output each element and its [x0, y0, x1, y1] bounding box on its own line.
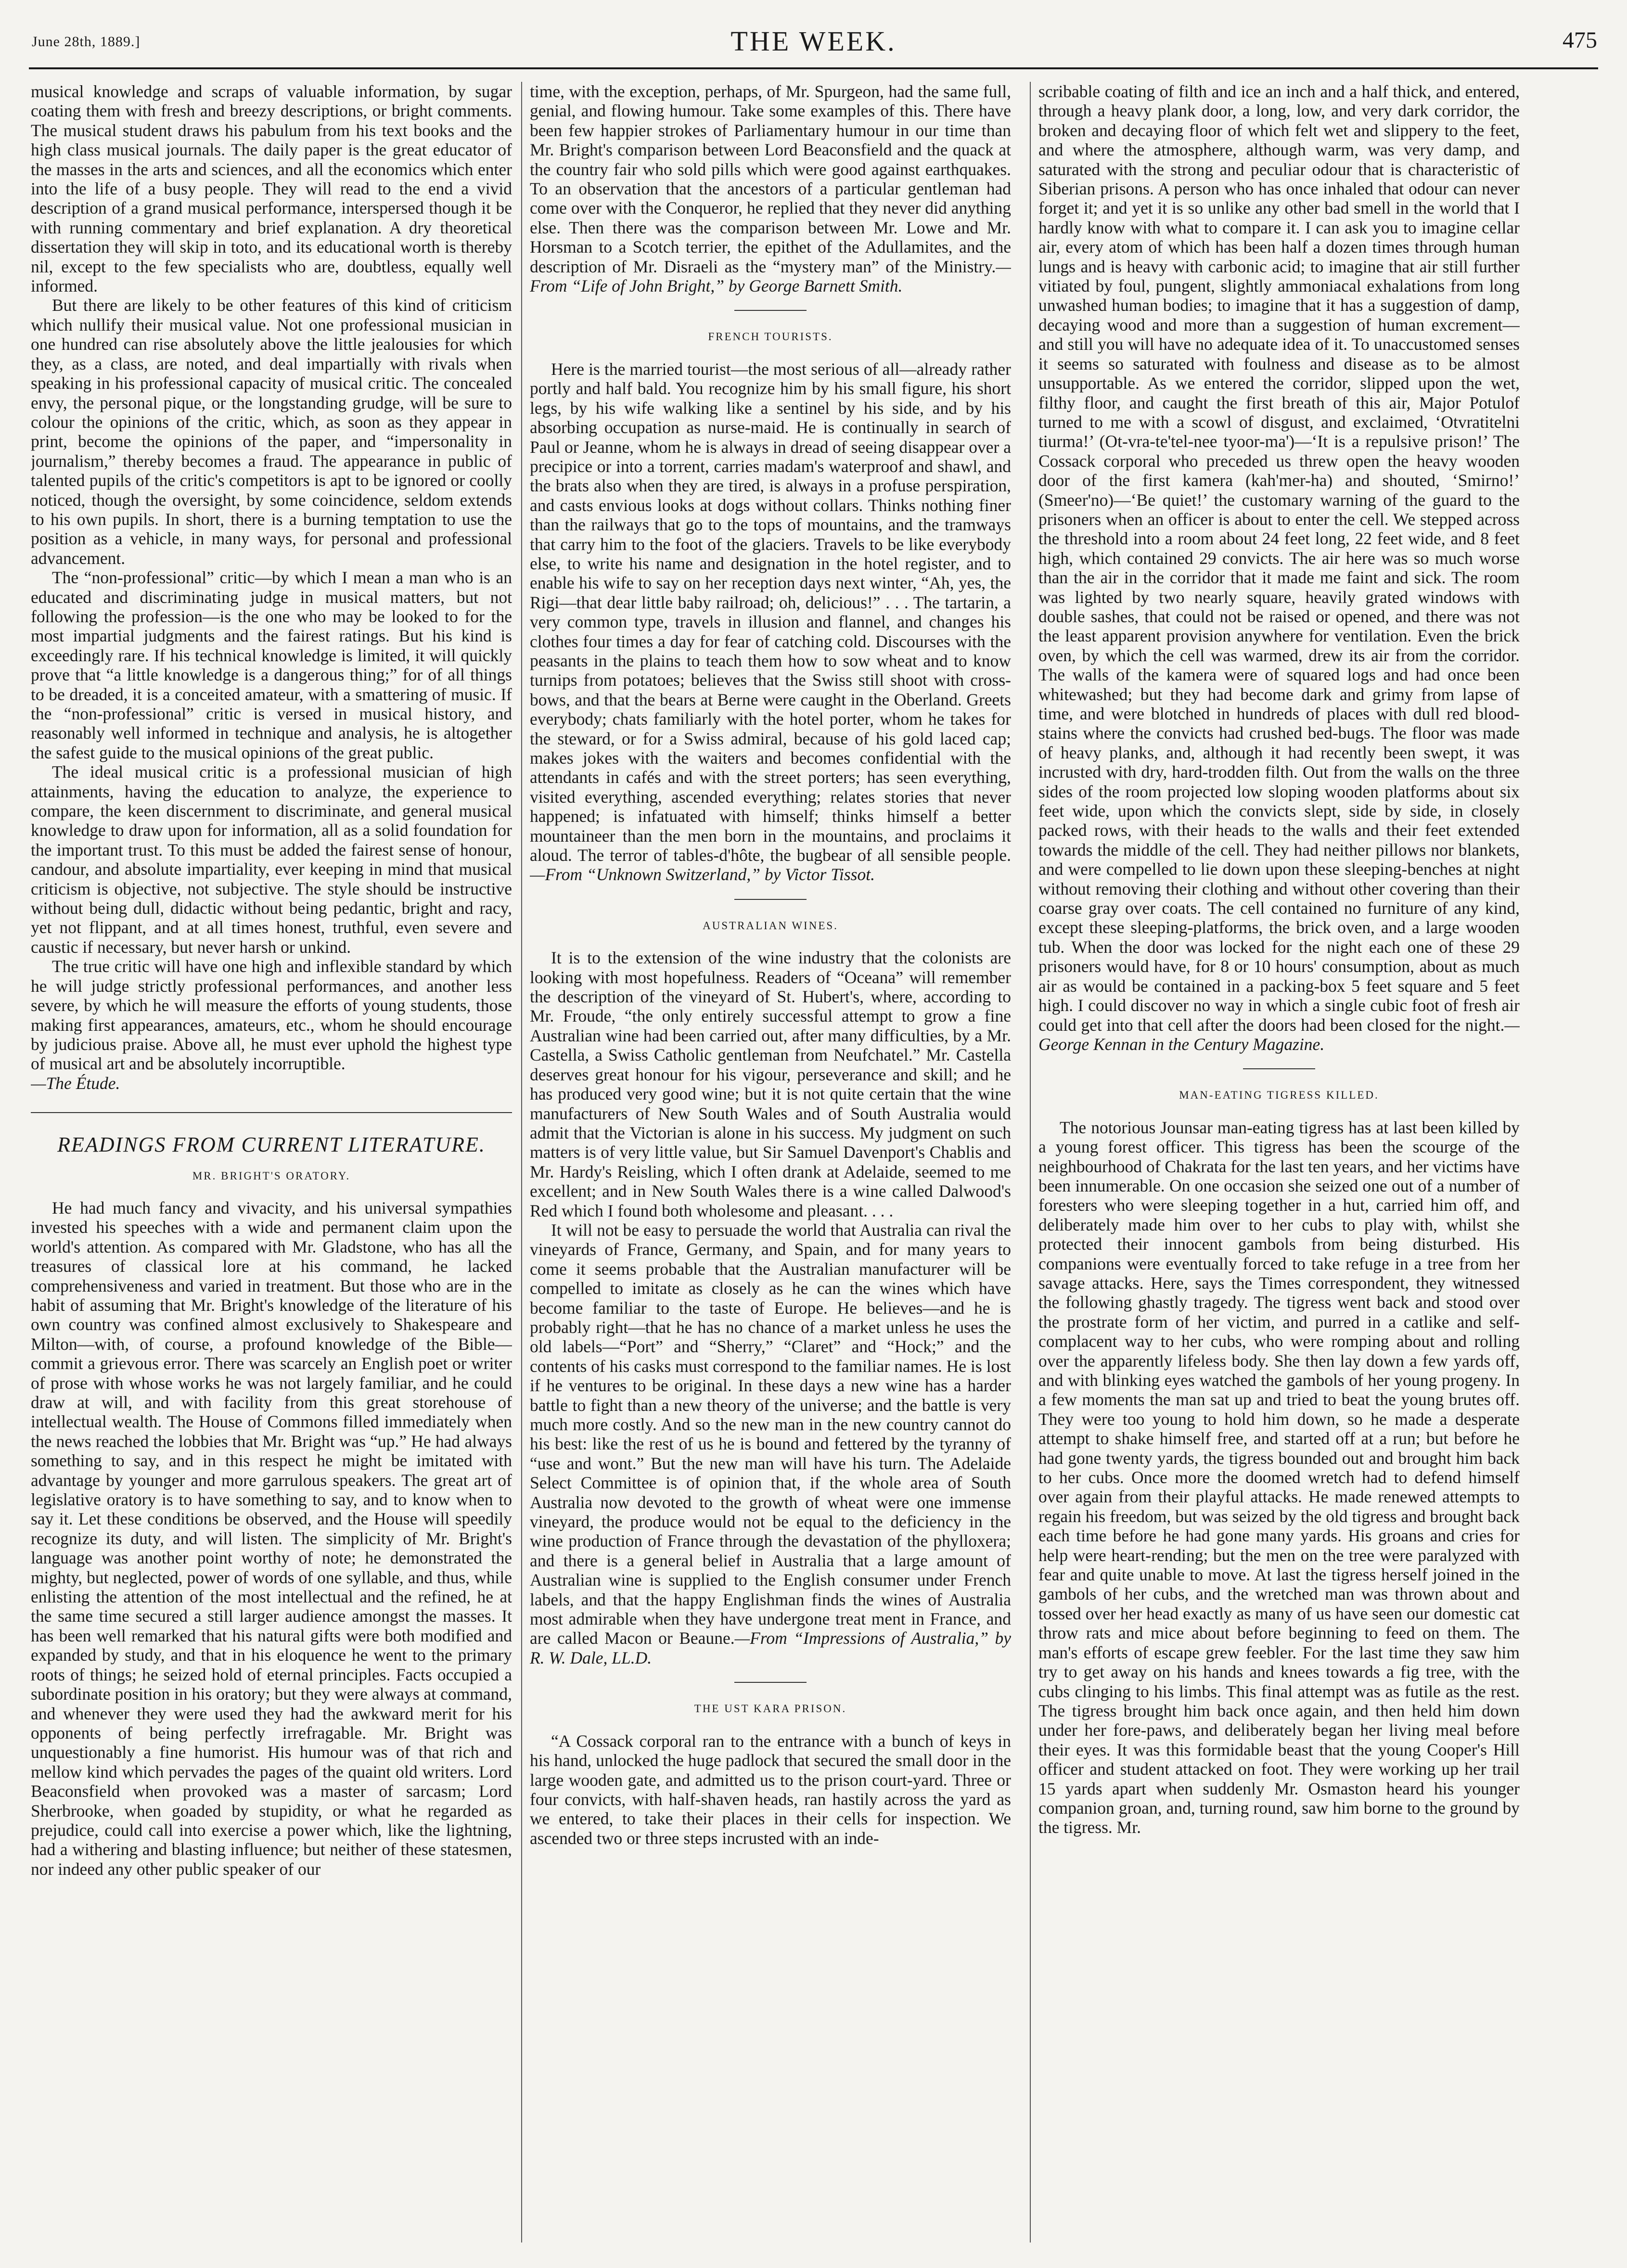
section-heading: READINGS FROM CURRENT LITERATURE. [57, 1133, 486, 1157]
masthead [0, 0, 1627, 67]
column-1 [31, 82, 512, 2247]
article-rule [734, 310, 807, 311]
article-paragraph: The “non-professional” critic—by which I mean a man who is an educated and discriminating judge in musical matters, but not following the profession—is the one who may be looked to for the most impartial judgments and the fairest ratings. But his kind is exceedingly rare. If his technical knowledge is limited, it will quickly prove that “a little knowledge is a dangerous thing;” for of all things to be dreaded, it is a conceited amateur, with a smattering of music. If the “non-professional” critic is versed in musical history, and reasonably well informed in technique and analysis, he is altogether the safest guide to the musical opinions of the great public. [31, 568, 512, 762]
article-paragraph [31, 957, 512, 1093]
article-rule [1243, 1068, 1315, 1069]
paragraph-text: The true critic will have one high and inflexible standard by which he will judge strictly professional performances, and another less severe, by which he will measure the efforts of young students, those making first appearances, amateurs, etc., whom he should encourage by judicious praise. Above all, he must ever uphold the highest type of musical art and be absolutely incorruptible. [31, 957, 512, 1074]
article-paragraph [1038, 82, 1520, 1054]
column-3 [1038, 82, 1520, 2247]
article-attribution: —George Kennan in the Century Magazine. [1038, 1015, 1520, 1054]
section-rule [31, 1112, 512, 1113]
article-rule [734, 1682, 807, 1683]
article-paragraph [530, 82, 1011, 295]
paragraph-text: scribable coating of filth and ice an inch and a half thick, and entered, through a heavy plank door, a long, low, and very dark corridor, the broken and decaying floor of which felt wet and slippery to the feet, and where the atmosphere, although warm, was very damp, and saturated with the strong and peculiar odour that is characteristic of Siberian prisons. A person who has once inhaled that odour can never forget it; and yet it is so unlike any other bad smell in the world that I hardly know with what to compare it. I can ask you to imagine cellar air, every atom of which has been half a dozen times through human lungs and is heavy with carbonic acid; to imagine that air still further vitiated by foul, pungent, slightly ammoniacal exhalations from long unwashed human bodies; to imagine that it has a suggestion of damp, decaying wood and more than a suggestion of human excrement—and still you will have no adequate idea of it. To unaccustomed senses it seems so saturated with foulness and disease as to be almost unsupportable. As we entered the corridor, slipped upon the wet, filthy floor, and caught the first breath of this air, Major Potulof turned to me with a scowl of disgust, and exclaimed, ‘Otvratitelni tiurma!’ (Ot-vra-te'tel-nee tyoor-ma')—‘It is a repulsive prison!’ The Cossack corporal who preceded us threw open the heavy wooden door of the first kamera (kah'mer-ha) and shouted, ‘Smirno!’ (Smeer'no)—‘Be quiet!’ the customary warning of the guard to the prisoners when an officer is about to enter the cell. We stepped across the threshold into a room about 24 feet long, 22 feet wide, and 8 feet high, which contained 29 convicts. The air here was so much worse than the air in the corridor that it made me faint and sick. The room was lighted by two nearly square, heavily grated windows with double sashes, that could not be raised or opened, and there was not the least apparent provision anywhere for ventilation. Even the brick oven, by which the cell was warmed, drew its air from the corridor. The walls of the kamera were of squared logs and had once been whitewashed; but they had become dark and grimy from lapse of time, and were blotched in hundreds of places with dull red blood-stains where the convicts had crushed bed-bugs. The floor was made of heavy planks, and, although it had recently been swept, it was incrusted with dry, hard-trodden filth. Out from the walls on the three sides of the room projected low sloping wooden platforms about six feet wide, upon which the convicts slept, side by side, in closely packed rows, with their heads to the walls and their feet extended towards the middle of the cell. They had neither pillows nor blankets, and were compelled to lie down upon these sleeping-benches at night without removing their clothing and without other covering than their coarse gray over coats. The cell contained no furniture of any kind, except these sleeping-platforms, the brick oven, and a large wooden tub. When the door was locked for the night each one of these 29 prisoners would have, for 8 or 10 hours' consumption, about as much air as would be contained in a packing-box 5 feet square and 5 feet high. I could discover no way in which a single cubic foot of fresh air could get into that cell after the doors had been closed for the night. [1038, 82, 1520, 1035]
paragraph-text: Here is the married tourist—the most serious of all—already rather portly and half bald. You recognize him by his small figure, his short legs, by his wife walking like a sentinel by his side, and by his absorbing occupation as nurse-maid. He is continually in search of Paul or Jeanne, whom he is always in dread of seeing disappear over a precipice or into a torrent, carries madam's waterproof and shawl, and the brats also when they are tired, is always in a profuse perspiration, and casts envious looks at dogs without collars. Thinks nothing finer than the railways that go to the tops of mountains, and the tramways that carry him to the foot of the glaciers. Travels to be like everybody else, to write his name and designation in the hotel register, and to enable his wife to say on her reception days next winter, “Ah, yes, the Rigi—that dear little baby railroad; oh, delicious!” . . . The tartarin, a very common type, travels in illusion and flannel, and changes his clothes four times a day for fear of catching cold. Discourses with the peasants in the plains to teach them how to sow wheat and to know turnips from potatoes; believes that the Swiss still shoot with cross-bows, and that the bears at Berne were caught in the Oberland. Greets everybody; chats familiarly with the hotel porter, whom he takes for the steward, or for a Swiss admiral, because of his gold laced cap; makes jokes with the waiters and becomes confidential with the attendants in cafés and with the street porters; has seen everything, visited everything, ascended everything; relates stories that never happened; is infatuated with himself; thinks himself a better mountaineer than the men born in the mountains, and proclaims it aloud. The terror of tables-d'hôte, the bugbear of all sensible people. [530, 359, 1011, 865]
article-paragraph: musical knowledge and scraps of valuable information, by sugar coating them with fresh and breezy descriptions, or bright comments. The musical student draws his pabulum from his text books and the high class musical journals. The daily paper is the great educator of the masses in the arts and sciences, and all the economics which enter into the life of a busy people. They will read to the end a vivid description of a grand musical performance, interspersed though it be with running commentary and brief explanation. A dry theoretical dissertation they will skip in toto, and its educational worth is thereby nil, except to the few specialists who are, doubtless, equally well informed. [31, 82, 512, 296]
issue-date: June 28th, 1889.] [32, 34, 141, 50]
column-divider [1030, 82, 1031, 2242]
article-paragraph [530, 1220, 1011, 1667]
article-attribution: —The Étude. [31, 1073, 120, 1093]
article-heading: MAN-EATING TIGRESS KILLED. [1179, 1089, 1379, 1102]
article-paragraph [530, 359, 1011, 884]
article-heading: AUSTRALIAN WINES. [703, 919, 838, 932]
page-number: 475 [1563, 27, 1597, 53]
publication-title: THE WEEK. [730, 26, 897, 57]
article-heading: THE UST KARA PRISON. [694, 1703, 847, 1715]
column-2 [530, 82, 1011, 2247]
paragraph-text: It will not be easy to persuade the world that Australia can rival the vineyards of France, Germany, and Spain, and for many years to come it seems probable that the Australian manufacturer will be compelled to imitate as closely as he can the wines which have become familiar to the taste of Europe. He believes—and he is probably right—that he has no chance of a market unless he uses the old labels—“Port” and “Sherry,” “Claret” and “Hock;” and the contents of his casks must correspond to the familiar names. He is lost if he ventures to be original. In these days a new wine has a harder battle to fight than a new theory of the universe; and the battle is very much more costly. And so the new man in the new country cannot do his best: like the rest of us he is bound and fettered by the tyranny of “use and wont.” But the new man will have his turn. The Adelaide Select Committee is of opinion that, if the whole area of South Australia now devoted to the growth of wheat were one immense vineyard, the produce would not be equal to the deficiency in the wine production of France through the devastation of the phylloxera; and there is a general belief in Australia that a large amount of Australian wine is supplied to the English consumer under French labels, and that the happy Englishman finds the wines of Australia most admirable when they have undergone treat ment in France, and are called Macon or Beaune. [530, 1220, 1011, 1648]
article-paragraph: The notorious Jounsar man-eating tigress has at last been killed by a young forest officer. This tigress has been the scourge of the neighbourhood of Chakrata for the last ten years, and her victims have been innumerable. On one occasion she seized one out of a number of foresters who were sleeping together in a hut, carried him off, and deliberately made him over to her cubs to play with, whilst she protected their innocent gambols from being disturbed. His companions were eventually forced to take refuge in a tree from her savage attacks. Here, says the Times correspondent, they witnessed the following ghastly tragedy. The tigress went back and stood over the prostrate form of her victim, and purred in a catlike and self-complacent way to her cubs, who were romping about and rolling over the apparently lifeless body. She then lay down a few yards off, and with blinking eyes watched the gambols of her young progeny. In a few moments the man sat up and tried to beat the young brutes off. They were too young to hold him down, so he made a desperate attempt to shake himself free, and started off at a run; but before he had gone twenty yards, the tigress bounded out and brought him back to her cubs. Once more the doomed wretch had to defend himself over again from their playful attacks. He made renewed attempts to regain his freedom, but was seized by the old tigress and brought back each time before he had gone many yards. His groans and cries for help were heart-rending; but the men on the tree were paralyzed with fear and quite unable to move. At last the tigress herself joined in the gambols of her cubs, and the wretched man was thrown about and tossed over her head exactly as many of us have seen our domestic cat throw rats and mice about before beginning to feed on them. The man's efforts of escape grew feebler. For the last time they saw him try to get away on his hands and knees towards a fig tree, with the cubs clinging to his limbs. This final attempt was as futile as the rest. The tigress brought him back once again, and then held him down under her fore-paws, and deliberately began her living meal before their eyes. It was this formidable beast that the young Cooper's Hill officer and student attacked on foot. They were working up her trail 15 yards apart when suddenly Mr. Osmaston heard his younger companion groan, and, turning round, saw him borne to the ground by the tigress. Mr. [1038, 1117, 1520, 1837]
article-attribution: —From “Unknown Switzerland,” by Victor Tissot. [530, 865, 875, 884]
article-paragraph: But there are likely to be other features of this kind of criticism which nullify their musical value. Not one professional musician in one hundred can rise absolutely above the little jealousies for which they, as a class, are noted, and deal impartially with rivals when speaking in his professional capacity of musical critic. The concealed envy, the personal pique, or the longstanding grudge, will be sure to colour the opinions of the critic, which, as soon as they appear in print, become the opinions of the paper, and “impersonality in journalism,” thereby becomes a fraud. The appearance in public of talented pupils of the critic's competitors is apt to be ignored or coolly noticed, though the oversight, by some coincidence, seldom extends to his own pupils. In short, there is a burning temptation to use the position as a vehicle, in many ways, for personal and professional advancement. [31, 295, 512, 568]
article-paragraph: The ideal musical critic is a professional musician of high attainments, having the education to analyze, the experience to compare, the keen discernment to discriminate, and general musical knowledge to draw upon for information, all as a solid foundation for the important trust. To this must be added the fairest sense of honour, candour, and absolute impartiality, ever keeping in mind that musical criticism is objective, not subjective. The style should be instructive without being dull, didactic without being pedantic, bright and racy, yet not flippant, and at all times honest, truthful, even severe and caustic if necessary, but never harsh or unkind. [31, 762, 512, 957]
article-attribution: —From “Life of John Bright,” by George Barnett Smith. [530, 256, 1011, 296]
article-heading: FRENCH TOURISTS. [708, 331, 833, 343]
paragraph-text: time, with the exception, perhaps, of Mr. Spurgeon, had the same full, genial, and flowing humour. Take some examples of this. There have been few happier strokes of Parliamentary humour in our time than Mr. Bright's comparison between Lord Beaconsfield and the quack at the country fair who sold pills which were good against earthquakes. To an observation that the ancestors of a particular gentleman had come over with the Conqueror, he replied that they never did anything else. Then there was the comparison between Mr. Lowe and Mr. Horsman to a Scotch terrier, the epithet of the Adullamites, and the description of Mr. Disraeli as the “mystery man” of the Ministry. [530, 82, 1011, 276]
article-paragraph: He had much fancy and vivacity, and his universal sympathies invested his speeches with a wide and permanent claim upon the world's attention. As compared with Mr. Gladstone, who has all the treasures of classical lore at his command, he lacked comprehensiveness and varied in treatment. But those who are in the habit of assuming that Mr. Bright's knowledge of the literature of his own country was confined almost exclusively to Shakespeare and Milton—with, of course, a profound knowledge of the Bible—commit a grievous error. There was scarcely an English poet or writer of prose with whose works he was not largely familiar, and he could draw at will, and with facility from this great storehouse of intellectual wealth. The House of Commons filled immediately when the news reached the lobbies that Mr. Bright was “up.” He had always something to say, and in this respect he might be imitated with advantage by younger and more garrulous speakers. The great art of legislative oratory is to have something to say, and to know when to say it. Let these conditions be observed, and the House will speedily recognize its duty, and will listen. The simplicity of Mr. Bright's language was another point worthy of note; he demonstrated the mighty, but neglected, power of words of one syllable, and thus, while enlisting the attention of the most intellectual and the refined, he at the same time secured a still larger audience amongst the masses. It has been well remarked that his natural gifts were both modified and expanded by study, and that in his eloquence he went to the primary roots of things; he seized hold of eternal principles. Facts occupied a subordinate position in his oratory; but they were always at command, and whenever they were used they had the awkward merit for his opponents of being perfectly irrefragable. Mr. Bright was unquestionably a fine humorist. His humour was of that rich and mellow kind which pervades the pages of the quaint old writers. Lord Beaconsfield when provoked was a master of sarcasm; Lord Sherbrooke, when goaded by stupidity, or what he regarded as prejudice, could call into exercise a power which, like the lightning, had a withering and blasting influence; but neither of these statesmen, nor indeed any other public speaker of our [31, 1198, 512, 1879]
article-paragraph: “A Cossack corporal ran to the entrance with a bunch of keys in his hand, unlocked the huge padlock that secured the small door in the large wooden gate, and admitted us to the prison court-yard. Three or four convicts, with half-shaven heads, ran hastily across the yard as we entered, to take their places in their cells for inspection. We ascended two or three steps incrusted with an inde- [530, 1731, 1011, 1848]
column-divider [521, 82, 522, 2242]
article-heading: MR. BRIGHT'S ORATORY. [192, 1169, 351, 1182]
article-paragraph: It is to the extension of the wine industry that the colonists are looking with most hopefulness. Readers of “Oceana” will remember the description of the vineyard of St. Hubert's, where, according to Mr. Froude, “the only entirely successful attempt to grow a fine Australian wine had been carried out, after many difficulties, by a Mr. Castella, a Swiss Catholic gentleman from Neufchatel.” Mr. Castella deserves great honour for his vigour, perseverance and skill; and he has produced very good wine; but it is not quite certain that the wine manufacturers of New South Wales and of South Australia would admit that the Victorian is alone in his success. My judgment on such matters is of very little value, but Sir Samuel Davenport's Chablis and Mr. Hardy's Reisling, which I often drank at Adelaide, seemed to me excellent; and in New South Wales there is a wine called Dalwood's Red which I found both wholesome and pleasant. . . . [530, 948, 1011, 1220]
article-rule [734, 899, 807, 900]
masthead-rule [29, 67, 1598, 69]
article-attribution: —From “Impressions of Australia,” by R. W. Dale, LL.D. [530, 1628, 1011, 1667]
